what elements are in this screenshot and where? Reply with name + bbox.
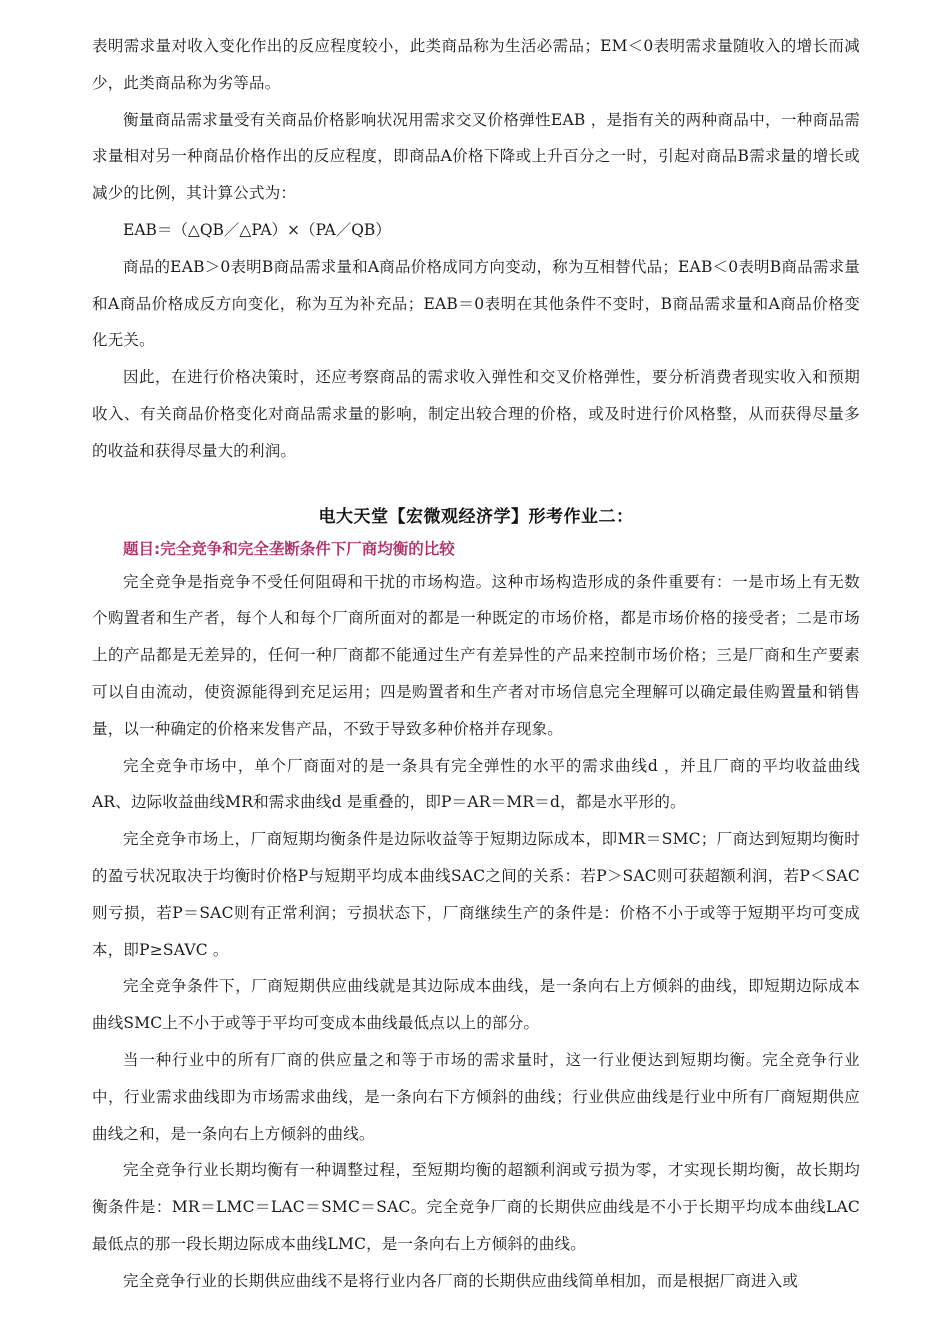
- paragraph-perfect-competition-definition: 完全竞争是指竞争不受任何阻碍和干扰的市场构造。这种市场构造形成的条件重要有：一是市场上有无数个购置者和生产者，每个人和每个厂商所面对的都是一种既定的市场价格，都是市场价格的接受者；二是市场上的产品都是无差异的，任何一种厂商都不能通过生产有差异性的产品来控制市场价格；三是厂商和生产要素可以自由流动，使资源能得到充足运用；四是购置者和生产者对市场信息完全理解可以确定最佳购置量和销售量，以一种确定的价格来发售产品，不致于导致多种价格并存现象。: [92, 572, 860, 738]
- paragraph-short-run-supply: 完全竞争条件下，厂商短期供应曲线就是其边际成本曲线，是一条向右上方倾斜的曲线，即短期边际成本曲线SMC上不小于或等于平均可变成本曲线最低点以上的部分。: [92, 977, 860, 1033]
- section-spacer: [92, 470, 860, 500]
- formula-eab: EAB＝（△QB／△PA）×（PA／QB）: [123, 220, 391, 239]
- paragraph-pricing-decision: 因此，在进行价格决策时，还应考察商品的需求收入弹性和交叉价格弹性，要分析消费者现实收入和预期收入、有关商品价格变化对商品需求量的影响，制定出较合理的价格，或及时进行价风格整，从而获得尽量多的收益和获得尽量大的利润。: [92, 368, 860, 460]
- paragraph-long-run-industry-supply: 完全竞争行业的长期供应曲线不是将行业内各厂商的长期供应曲线简单相加，而是根据厂商进入或: [123, 1271, 799, 1290]
- section-title: 电大天堂【宏微观经济学】形考作业二：: [318, 506, 634, 527]
- section-subject: 题目:完全竞争和完全垄断条件下厂商均衡的比较: [123, 539, 455, 558]
- paragraph-cross-elasticity: 衡量商品需求量受有关商品价格影响状况用需求交叉价格弹性EAB ，是指有关的两种商品中，一种商品需求量相对另一种商品价格作出的反应程度，即商品A价格下降或上升百分之一时，引起对商品B需求量的增长或减少的比例，其计算公式为：: [92, 110, 860, 203]
- paragraph-demand-curve: 完全竞争市场中，单个厂商面对的是一条具有完全弹性的水平的需求曲线d ，并且厂商的平均收益曲线AR、边际收益曲线MR和需求曲线d 是重叠的，即P＝AR＝MR＝d，都是水平形的。: [92, 756, 860, 812]
- paragraph-industry-equilibrium: 当一种行业中的所有厂商的供应量之和等于市场的需求量时，这一行业便达到短期均衡。完全竞争行业中，行业需求曲线即为市场需求曲线，是一条向右下方倾斜的曲线；行业供应曲线是行业中所有厂商短期供应曲线之和，是一条向右上方倾斜的曲线。: [92, 1050, 860, 1143]
- paragraph-short-run-equilibrium: 完全竞争市场上，厂商短期均衡条件是边际收益等于短期边际成本，即MR＝SMC；厂商达到短期均衡时的盈亏状况取决于均衡时价格P与短期平均成本曲线SAC之间的关系：若P＞SAC则可获超额利润，若P＜SAC则亏损，若P＝SAC则有正常利润；亏损状态下，厂商继续生产的条件是：价格不小于或等于短期平均可变成本，即P≥SAVC 。: [92, 830, 860, 959]
- paragraph-eab-meaning: 商品的EAB＞0表明B商品需求量和A商品价格成同方向变动，称为互相替代品；EAB＜0表明B商品需求量和A商品价格成反方向变化，称为互为补充品；EAB＝0表明在其他条件不变时，B商品需求量和A商品价格变化无关。: [92, 257, 860, 350]
- paragraph-income-elasticity-end: 表明需求量对收入变化作出的反应程度较小，此类商品称为生活必需品；EM＜0表明需求量随收入的增长而减少，此类商品称为劣等品。: [92, 37, 860, 92]
- paragraph-long-run-equilibrium: 完全竞争行业长期均衡有一种调整过程，至短期均衡的超额利润或亏损为零，才实现长期均衡，故长期均衡条件是：MR＝LMC＝LAC＝SMC＝SAC。完全竞争厂商的长期供应曲线是不小于长期平均成本曲线LAC最低点的那一段长期边际成本曲线LMC，是一条向右上方倾斜的曲线。: [92, 1161, 860, 1253]
- document-page: [92, 28, 860, 1300]
